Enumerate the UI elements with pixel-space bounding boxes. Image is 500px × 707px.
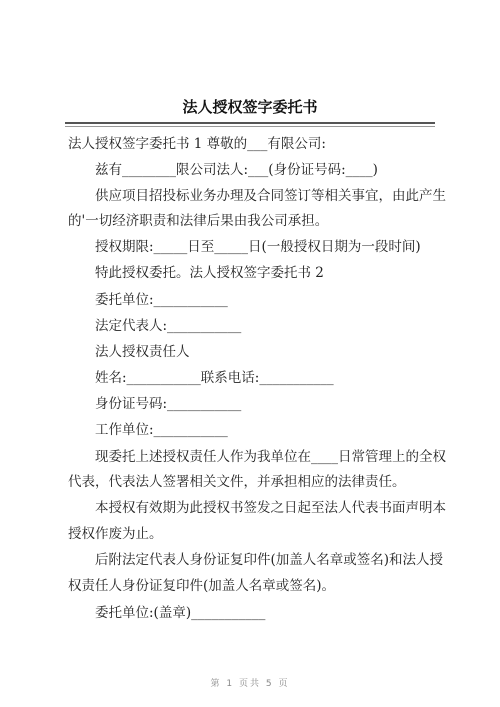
line-7: 委托单位:___________ bbox=[95, 292, 228, 308]
line-12: 工作单位:___________ bbox=[95, 422, 228, 438]
line-10: 姓名:___________联系电话:___________ bbox=[95, 370, 334, 386]
line-9: 法人授权责任人 bbox=[95, 344, 190, 360]
line-16: 授权作废为止。 bbox=[68, 526, 163, 542]
line-14: 代表，代表法人签署相关文件，并承担相应的法律责任。 bbox=[68, 474, 406, 490]
line-1: 法人授权签字委托书 1 尊敬的___有限公司: bbox=[68, 136, 326, 152]
line-17: 后附法定代表人身份证复印件(加盖人名章或签名)和法人授 bbox=[95, 552, 444, 568]
title-rule-thin bbox=[65, 126, 435, 127]
line-3: 供应项目招投标业务办理及合同签订等相关事宜，由此产生 bbox=[95, 188, 446, 204]
line-18: 权责任人身份证复印件(加盖人名章或签名)。 bbox=[68, 578, 336, 594]
line-5: 授权期限:_____日至_____日(一般授权日期为一段时间) bbox=[95, 239, 421, 255]
page-footer: 第 1 页共 5 页 bbox=[210, 679, 290, 689]
document-title: 法人授权签字委托书 bbox=[182, 98, 318, 116]
line-19: 委托单位:(盖章)___________ bbox=[95, 605, 266, 621]
line-6: 特此授权委托。法人授权签字委托书 2 bbox=[95, 265, 324, 281]
line-8: 法定代表人:___________ bbox=[95, 318, 242, 334]
line-15: 本授权有效期为此授权书签发之日起至法人代表书面声明本 bbox=[95, 500, 446, 516]
line-11: 身份证号码:___________ bbox=[95, 396, 242, 412]
title-rule bbox=[65, 122, 435, 124]
line-2: 兹有________限公司法人:___(身份证号码:____) bbox=[95, 162, 378, 178]
line-13: 现委托上述授权责任人作为我单位在____日常管理上的全权 bbox=[95, 449, 446, 465]
line-4: 的'一切经济职责和法律后果由我公司承担。 bbox=[68, 213, 329, 229]
